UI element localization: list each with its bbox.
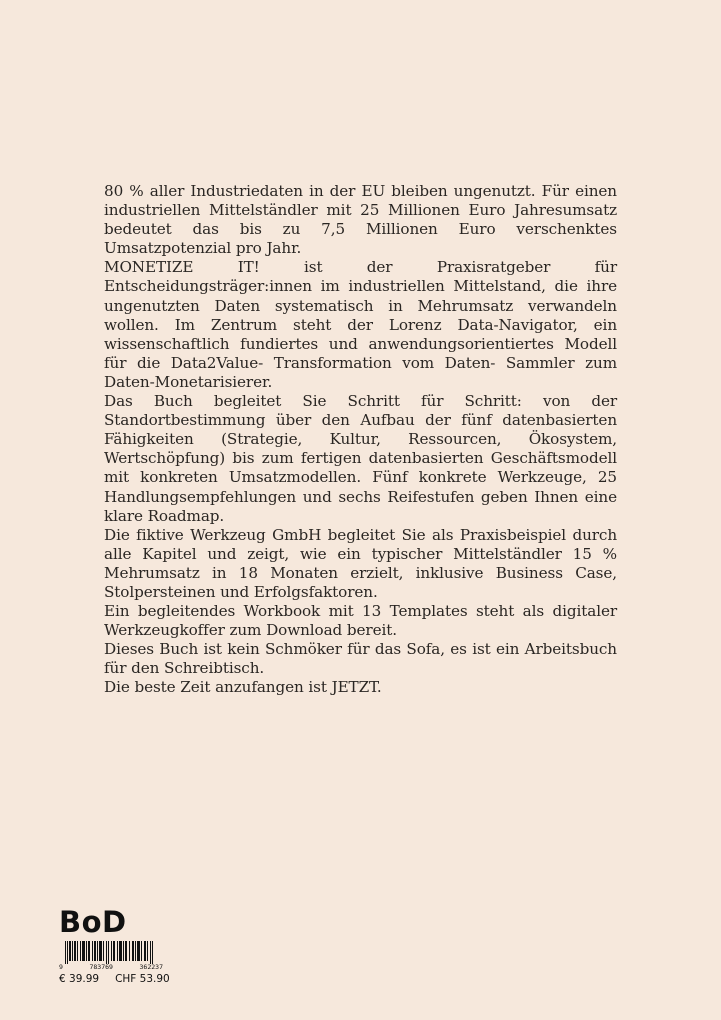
- barcode-digits: [59, 963, 163, 971]
- price-eur: € 39.99: [59, 973, 100, 985]
- blurb-paragraph: Das Buch begleitet Sie Schritt für Schritt: von der Standortbestimmung über den Aufbau der fünf datenbasierten Fähigkeiten (Strategie, Kultur, Ressourcen, Ökosystem, Wertschöpfung) bis zum fertigen datenbasierten Geschäftsmodell mit konkreten Umsatzmodellen. Fünf konkrete Werkzeuge, 25 Handlungsempfehlungen und sechs Reifestufen geben Ihnen eine klare Roadmap.: [104, 392, 617, 525]
- blurb-paragraph: Dieses Buch ist kein Schmöker für das Sofa, es ist ein Arbeitsbuch für den Schreibtisch.: [104, 640, 617, 678]
- blurb-paragraph: MONETIZE IT! ist der Praxisratgeber für Entscheidungsträger:innen im industriellen Mittelstand, die ihre ungenutzten Daten systematisch in Mehrumsatz verwandeln wollen. Im Zentrum steht der Lorenz Data-Navigator, ein wissenschaftlich fundiertes und anwendungsorientiertes Modell für die Data2Value- Transformation vom Daten- Sammler zum Daten-Monetarisierer.: [104, 258, 617, 391]
- barcode-bars-icon: [59, 941, 163, 964]
- publisher-logo: BoD: [59, 905, 127, 939]
- blurb-paragraph: Ein begleitendes Workbook mit 13 Templates steht als digitaler Werkzeugkoffer zum Download bereit.: [104, 602, 617, 640]
- barcode-digit-lead: 9: [59, 963, 63, 971]
- barcode-digit-group: 362237: [139, 963, 163, 971]
- isbn-barcode: [59, 941, 163, 971]
- blurb-paragraph: Die beste Zeit anzufangen ist JETZT.: [104, 678, 382, 697]
- blurb-paragraph: Die fiktive Werkzeug GmbH begleitet Sie als Praxisbeispiel durch alle Kapitel und zeigt, wie ein typischer Mittelständler 15 % Mehrumsatz in 18 Monaten erzielt, inklusive Business Case, Stolpersteinen und Erfolgsfaktoren.: [104, 525, 617, 601]
- price-chf: CHF 53.90: [115, 973, 170, 985]
- back-cover-blurb: [104, 182, 617, 698]
- blurb-paragraph: 80 % aller Industriedaten in der EU bleiben ungenutzt. Für einen industriellen Mittelständler mit 25 Millionen Euro Jahresumsatz bedeutet das bis zu 7,5 Millionen Euro verschenktes Umsatzpotenzial pro Jahr.: [104, 182, 617, 258]
- barcode-digit-group: 783769: [89, 963, 113, 971]
- price-line: [59, 973, 170, 986]
